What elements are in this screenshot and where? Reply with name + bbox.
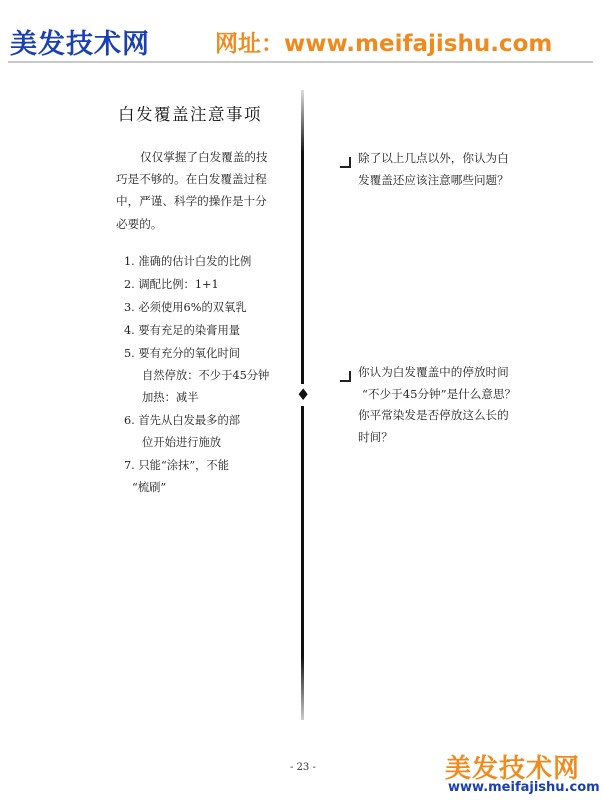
section-title: 白发覆盖注意事项	[118, 105, 262, 124]
list-item: 4. 要有充足的染膏用量	[124, 324, 241, 337]
list-item: 3. 必须使用6%的双氧乳	[124, 301, 247, 314]
list-item: 5. 要有充分的氧化时间	[124, 347, 241, 360]
intro-line: 必要的。	[116, 216, 163, 231]
question-2: 你认为白发覆盖中的停放时间 “不少于45分钟”是什么意思？ 你平常染发是否停放这么长的 时间？	[358, 365, 517, 444]
list-item: 位开始进行施放	[142, 436, 222, 449]
list-item: 1. 准确的估计白发的比例	[124, 255, 252, 268]
question-1: 除了以上几点以外，你认为白 发覆盖还应该注意哪些问题？	[358, 151, 509, 187]
list-item: 加热：减半	[142, 391, 199, 404]
page-number: - 23 -	[290, 762, 316, 773]
intro-line: 中，严谨、科学的操作是十分	[116, 194, 267, 209]
site-url[interactable]: 网址：www.meifajishu.com	[215, 31, 553, 57]
intro-line: 巧是不够的。在白发覆盖过程	[116, 172, 267, 187]
intro-paragraph	[116, 146, 276, 235]
question-marker-icon	[340, 157, 351, 168]
list-item: 7. 只能“涂抹”，不能	[124, 459, 229, 472]
list-item: “梳刷”	[132, 481, 167, 494]
watermark-name: 美发技术网	[445, 754, 581, 784]
site-header	[0, 0, 602, 62]
list-item: 2. 调配比例：1+1	[124, 278, 219, 291]
list-item: 自然停放：不少于45分钟	[142, 369, 270, 382]
site-name: 美发技术网	[10, 29, 150, 60]
spine-ornament-icon: ♦	[296, 385, 311, 404]
watermark-url: www.meifajishu.com	[448, 780, 600, 795]
question-marker-icon	[340, 371, 351, 382]
list-item: 6. 首先从白发最多的部	[124, 414, 241, 427]
intro-line: 仅仅掌握了白发覆盖的技	[140, 150, 268, 164]
header-divider	[8, 61, 593, 63]
